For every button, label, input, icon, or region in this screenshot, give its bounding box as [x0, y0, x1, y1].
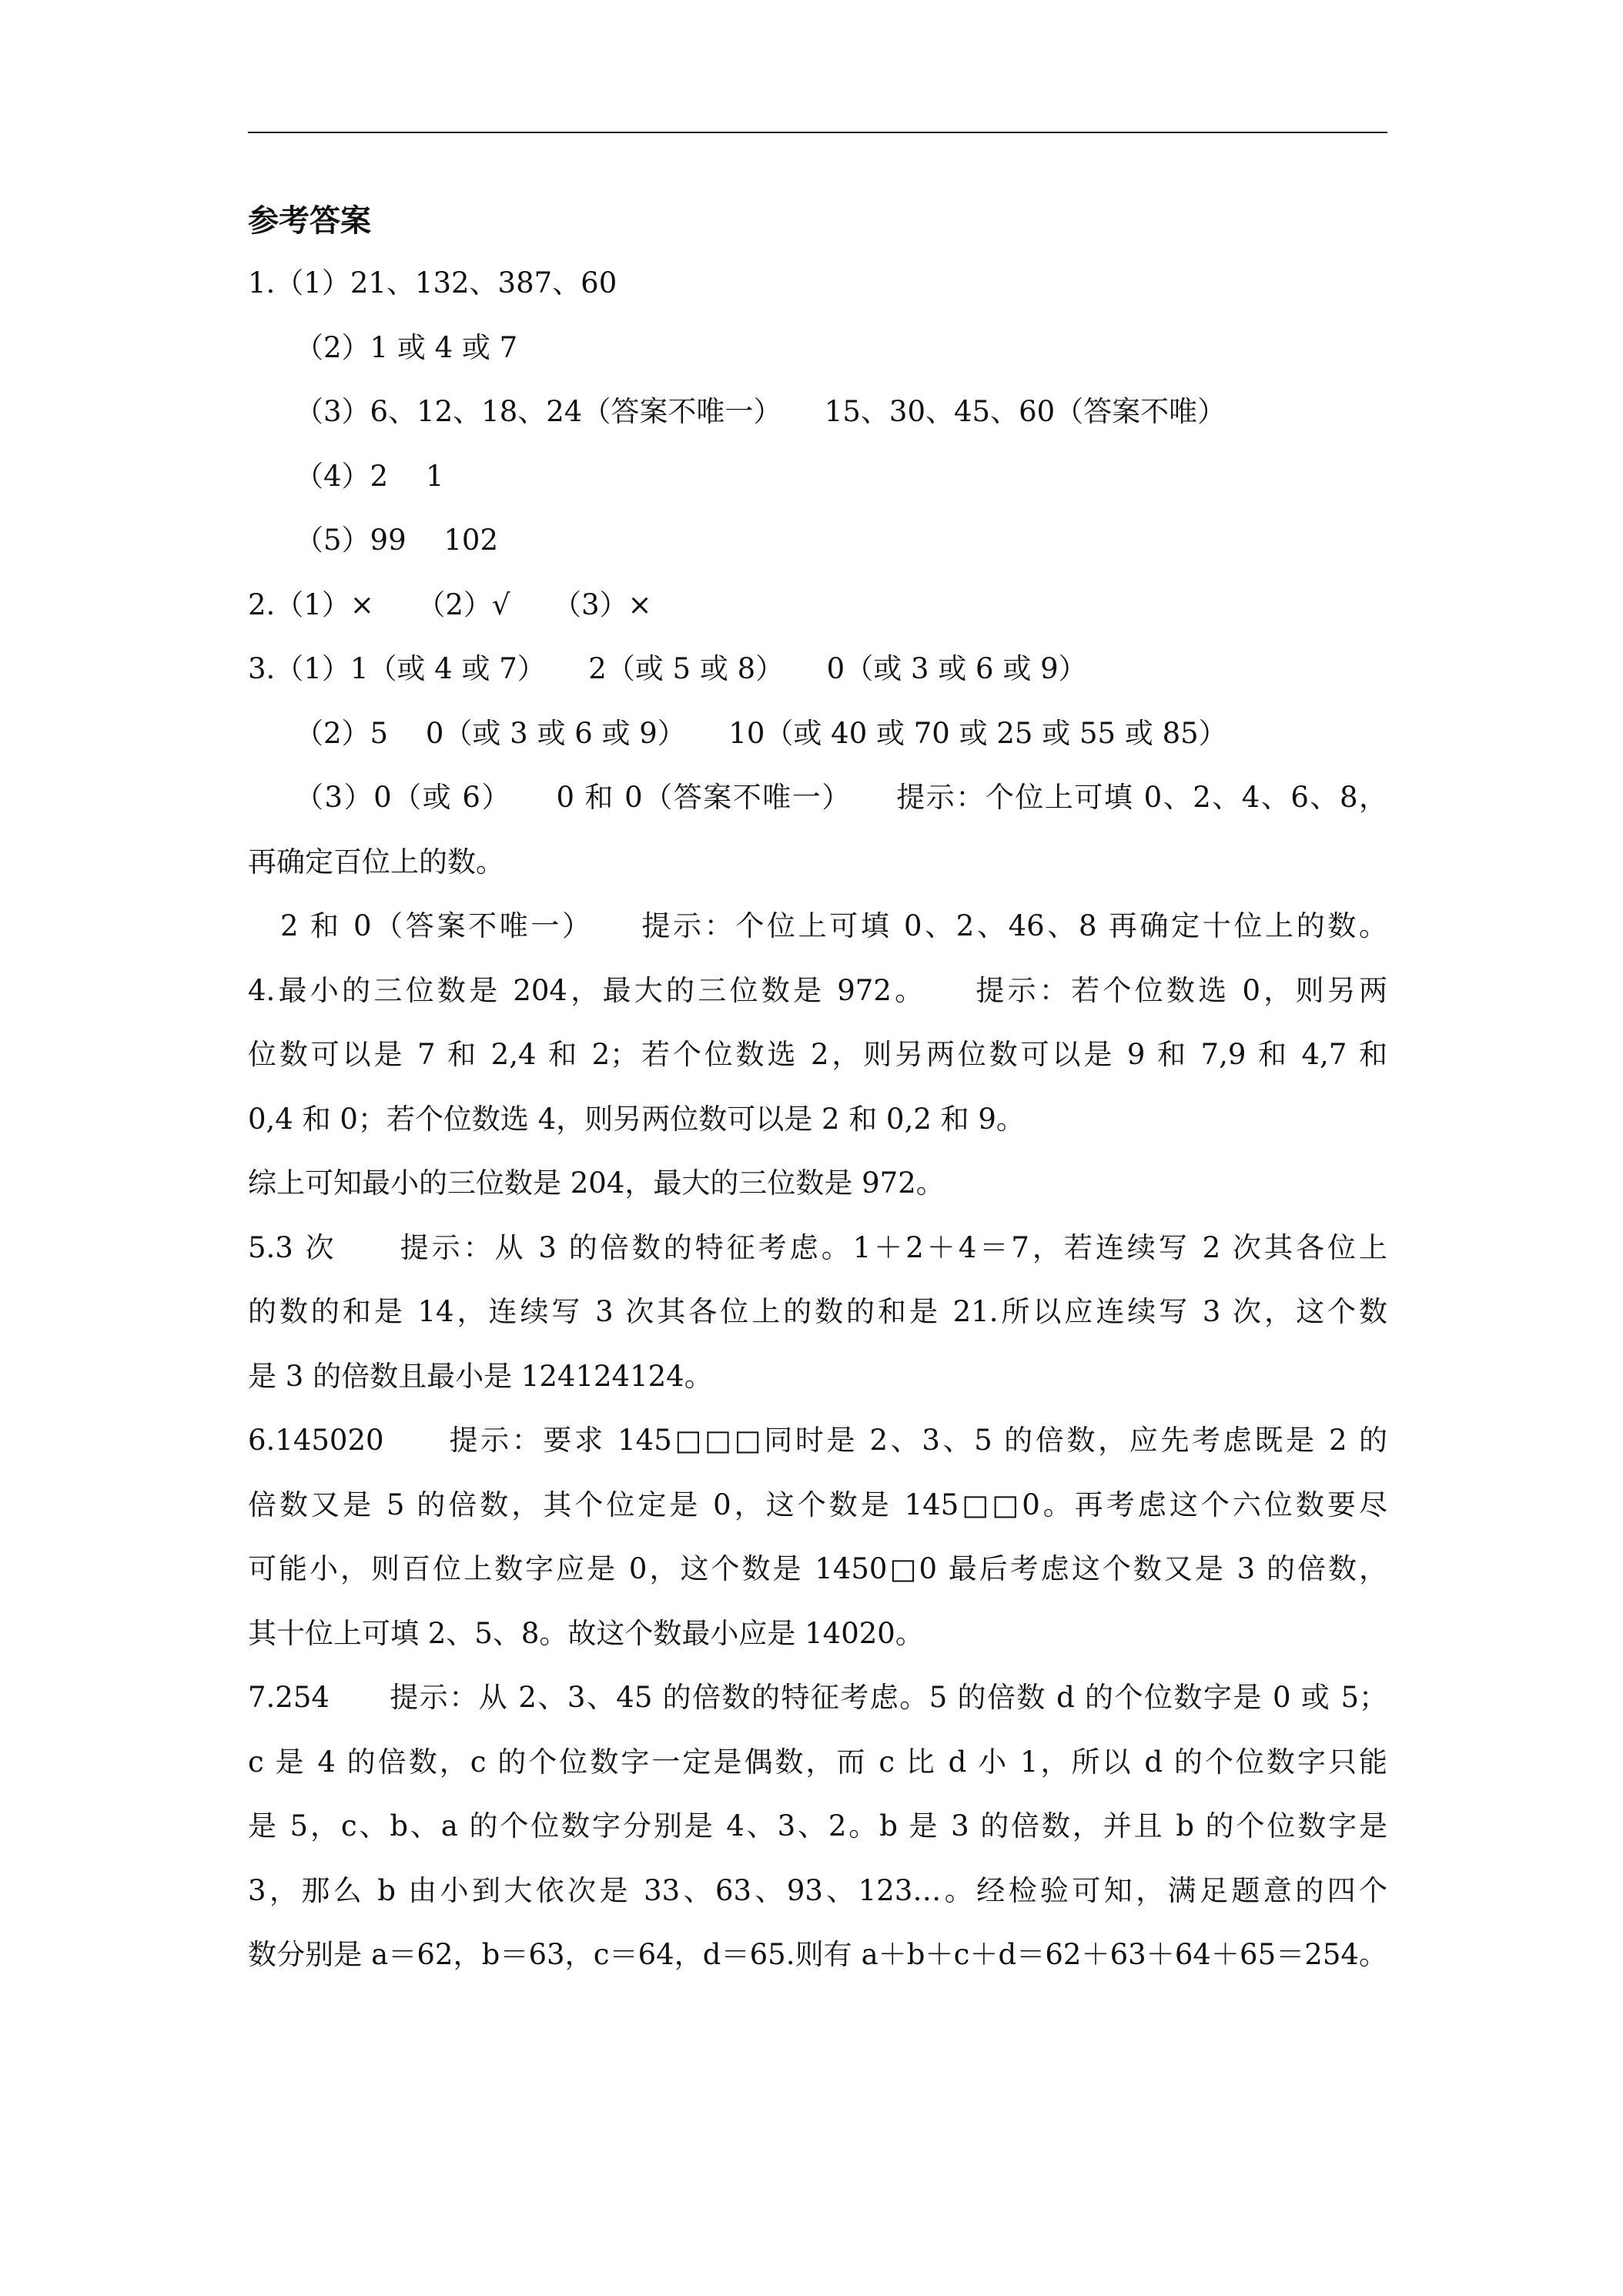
answer-line: 位数可以是 7 和 2,4 和 2；若个位数选 2，则另两位数可以是 9 和 7,9 和 4,7 和: [248, 1038, 1387, 1071]
answer-line: 6.145020 提示：要求 145□□□同时是 2、3、5 的倍数，应先考虑既是 2 的: [248, 1424, 1387, 1457]
answer-line: 1.（1）21、132、387、60: [248, 266, 617, 300]
answer-line: 其十位上可填 2、5、8。故这个数最小应是 14020。: [248, 1616, 924, 1650]
answer-line: 数分别是 a＝62，b＝63，c＝64，d＝65.则有 a＋b＋c＋d＝62＋63＋64＋65＝254。: [248, 1938, 1387, 1971]
answer-line: 是 5，c、b、a 的个位数字分别是 4、3、2。b 是 3 的倍数，并且 b 的个位数字是: [248, 1809, 1387, 1842]
answer-line: （2）1 或 4 或 7: [295, 330, 518, 364]
answer-body: [248, 251, 1387, 1987]
answer-line: （3）0（或 6） 0 和 0（答案不唯一） 提示：个位上可填 0、2、4、6、8，: [295, 781, 1387, 814]
answer-line: 3，那么 b 由小到大依次是 33、63、93、123…。经检验可知，满足题意的四个: [248, 1873, 1387, 1907]
answer-line: 可能小，则百位上数字应是 0，这个数是 1450□0 最后考虑这个数又是 3 的倍数，: [248, 1552, 1387, 1585]
answer-line: 倍数又是 5 的倍数，其个位定是 0，这个数是 145□□0。再考虑这个六位数要尽: [248, 1488, 1387, 1521]
answer-line: （4）2 1: [295, 459, 444, 493]
answer-line: 综上可知最小的三位数是 204，最大的三位数是 972。: [248, 1166, 945, 1200]
page-title: 参考答案: [248, 202, 371, 239]
answer-line: 再确定百位上的数。: [248, 845, 504, 879]
answer-line: 2 和 0（答案不唯一） 提示：个位上可填 0、2、46、8 再确定十位上的数。: [280, 909, 1387, 942]
answer-line: 的数的和是 14，连续写 3 次其各位上的数的和是 21.所以应连续写 3 次，这个数: [248, 1295, 1387, 1328]
answer-line: c 是 4 的倍数，c 的个位数字一定是偶数，而 c 比 d 小 1，所以 d 的个位数字只能: [248, 1745, 1387, 1779]
answer-line: 是 3 的倍数且最小是 124124124。: [248, 1359, 713, 1393]
answer-line: 2.（1）× （2）√ （3）×: [248, 587, 652, 621]
answer-line: （2）5 0（或 3 或 6 或 9） 10（或 40 或 70 或 25 或 55 或 85）: [295, 716, 1227, 750]
answer-line: 4.最小的三位数是 204，最大的三位数是 972。 提示：若个位数选 0，则另两: [248, 973, 1387, 1007]
answer-line: （5）99 102: [295, 524, 499, 557]
answer-line: 5.3 次 提示：从 3 的倍数的特征考虑。1＋2＋4＝7，若连续写 2 次其各位上: [248, 1230, 1387, 1264]
answer-line: 3.（1）1（或 4 或 7） 2（或 5 或 8） 0（或 3 或 6 或 9）: [248, 652, 1087, 685]
answer-line: （3）6、12、18、24（答案不唯一） 15、30、45、60（答案不唯）: [295, 395, 1226, 428]
answer-line: 0,4 和 0；若个位数选 4，则另两位数可以是 2 和 0,2 和 9。: [248, 1102, 1025, 1136]
answer-line: 7.254 提示：从 2、3、45 的倍数的特征考虑。5 的倍数 d 的个位数字是 0 或 5；: [248, 1681, 1387, 1714]
header-rule: [248, 132, 1387, 133]
